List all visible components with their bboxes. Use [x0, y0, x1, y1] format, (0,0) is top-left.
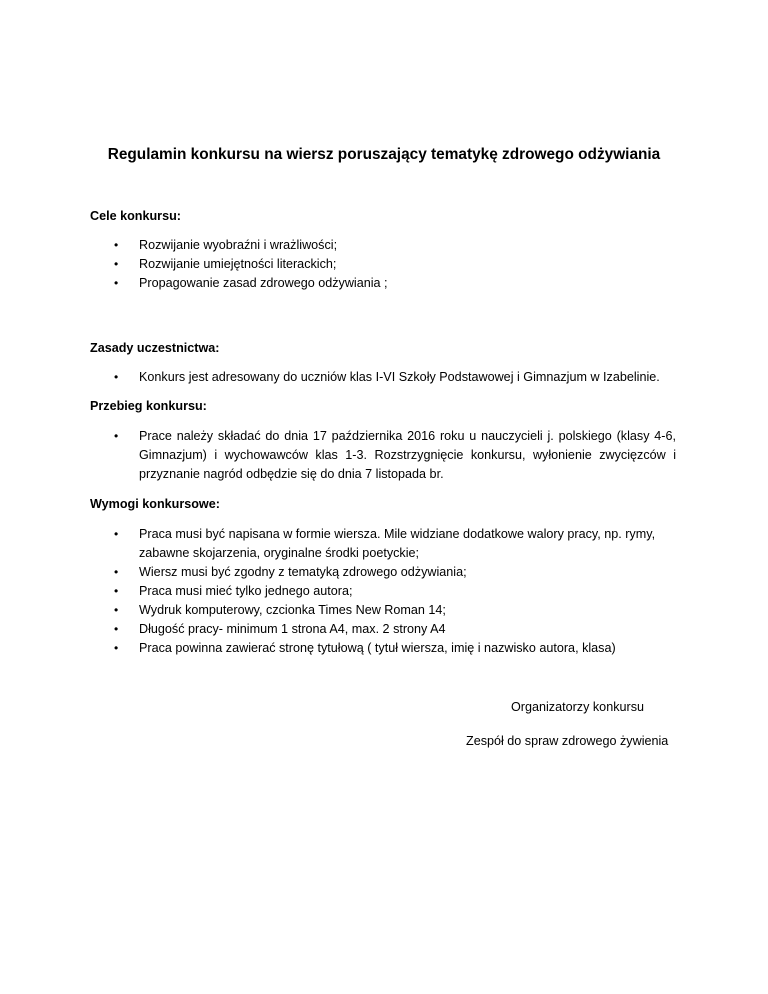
section-heading-cele: Cele konkursu: [90, 209, 181, 223]
list-item: • Prace należy składać do dnia 17 października 2016 roku u nauczycieli j. polskiego (klasy 4-6, Gimnazjum) i wychowawców klas 1-3. Rozstrzygnięcie konkursu, wyłonienie zwycięzców i przyznanie nagród odbędzie się do dnia 7 listopada br. [114, 429, 676, 481]
list-item: • Praca musi mieć tylko jednego autora; [0, 582, 676, 601]
list-przebieg [0, 427, 676, 484]
bullet-icon: • [114, 565, 119, 579]
list-item: • Rozwijanie wyobraźni i wrażliwości; [0, 236, 676, 255]
section-heading-przebieg: Przebieg konkursu: [90, 399, 207, 413]
bullet-icon: • [114, 603, 119, 617]
list-item: • Konkurs jest adresowany do uczniów klas I-VI Szkoły Podstawowej i Gimnazjum w Izabelinie. [0, 368, 676, 387]
bullet-icon: • [114, 276, 119, 290]
list-item: • Propagowanie zasad zdrowego odżywiania ; [0, 274, 676, 293]
list-wymogi [0, 525, 676, 658]
list-item: • Długość pracy- minimum 1 strona A4, max. 2 strony A4 [0, 620, 676, 639]
list-item: • Praca musi być napisana w formie wiersza. Mile widziane dodatkowe walory pracy, np. rymy, zabawne skojarzenia, oryginalne środki poetyckie; [114, 527, 656, 560]
signature-team: Zespół do spraw zdrowego żywienia [466, 734, 669, 748]
list-item: • Rozwijanie umiejętności literackich; [0, 255, 676, 274]
page-title: Regulamin konkursu na wiersz poruszający tematykę zdrowego odżywiania [107, 146, 661, 163]
list-item: • Praca powinna zawierać stronę tytułową ( tytuł wiersza, imię i nazwisko autora, klasa) [0, 639, 676, 658]
bullet-icon: • [114, 370, 119, 384]
section-heading-zasady: Zasady uczestnictwa: [90, 341, 220, 355]
bullet-icon: • [114, 641, 119, 655]
bullet-icon: • [114, 584, 119, 598]
bullet-icon: • [114, 527, 119, 541]
list-cele [0, 236, 676, 293]
list-item: • Wydruk komputerowy, czcionka Times New Roman 14; [0, 601, 676, 620]
bullet-icon: • [114, 238, 119, 252]
list-zasady [0, 368, 676, 387]
bullet-icon: • [114, 622, 119, 636]
list-item: • Wiersz musi być zgodny z tematyką zdrowego odżywiania; [0, 563, 676, 582]
bullet-icon: • [114, 429, 119, 443]
bullet-icon: • [114, 257, 119, 271]
section-heading-wymogi: Wymogi konkursowe: [90, 497, 220, 511]
signature-organizers: Organizatorzy konkursu [511, 700, 644, 714]
